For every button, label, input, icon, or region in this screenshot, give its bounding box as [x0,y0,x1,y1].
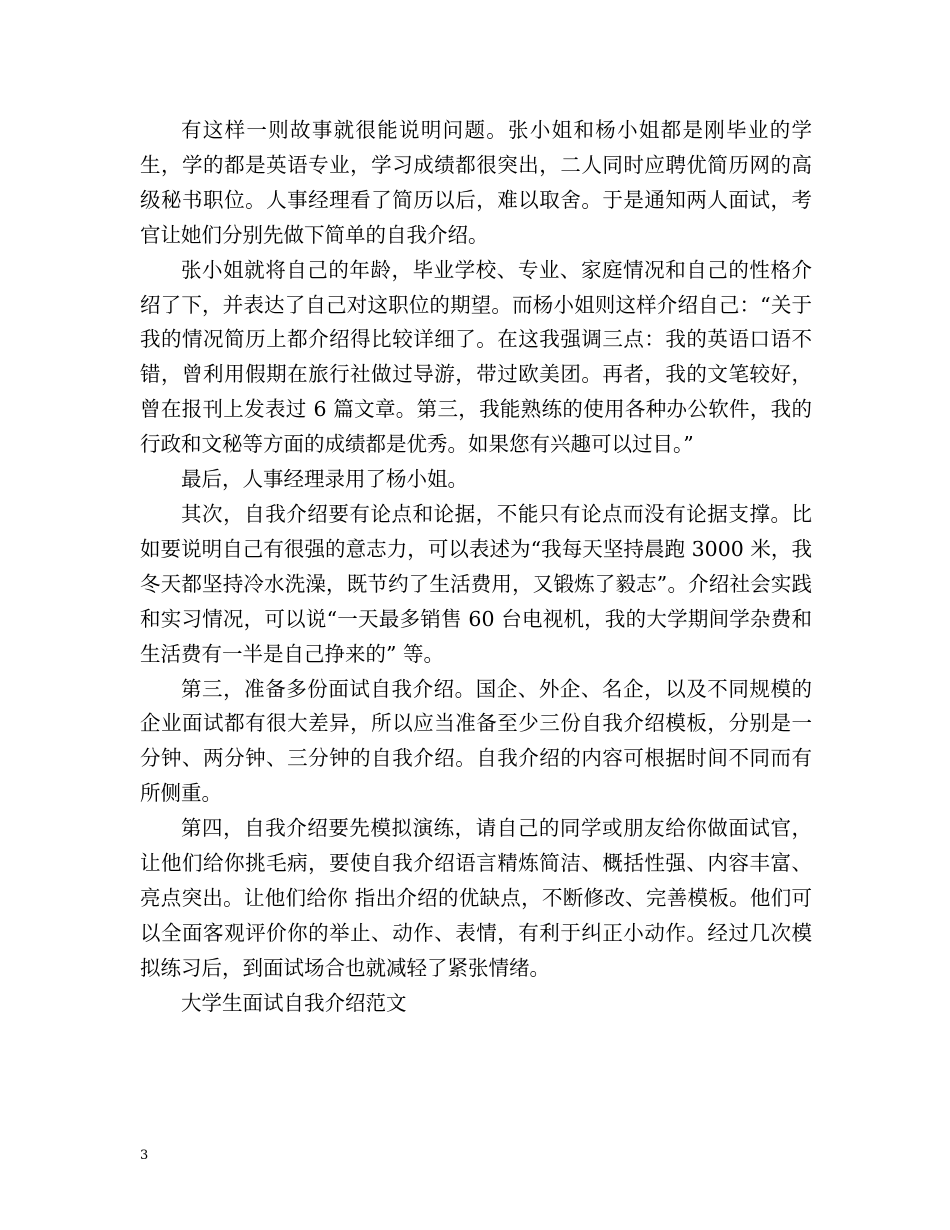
paragraph-multiple-versions: 第三，准备多份面试自我介绍。国企、外企、名企，以及不同规模的企业面试都有很大差异，所以应当准备至少三份自我介绍模板，分别是一分钟、两分钟、三分钟的自我介绍。自我介绍的内容可根据时间不同而有所侧重。 [140,676,812,806]
section-heading-sample: 大学生面试自我介绍范文 [181,990,407,1015]
paragraph-outcome: 最后，人事经理录用了杨小姐。 [181,467,468,492]
paragraph-arguments-evidence: 其次，自我介绍要有论点和论据，不能只有论点而没有论据支撑。比如要说明自己有很强的意志力，可以表述为“我每天坚持晨跑 3000 米，我冬天都坚持冷水洗澡，既节约了生活费用，又锻炼了毅志”。介绍社会实践和实习情况，可以说“一天最多销售 60 台电视机，我的大学期间学杂费和生活费有一半是自己挣来的” 等。 [140,501,812,666]
paragraph-story-intro: 有这样一则故事就很能说明问题。张小姐和杨小姐都是刚毕业的学生，学的都是英语专业，学习成绩都很突出，二人同时应聘优简历网的高级秘书职位。人事经理看了简历以后，难以取舍。于是通知两人面试，考官让她们分别先做下简单的自我介绍。 [140,118,812,247]
page-number: 3 [140,1148,149,1163]
body-text [140,113,812,1021]
paragraph-practice: 第四，自我介绍要先模拟演练，请自己的同学或朋友给你做面试官，让他们给你挑毛病，要使自我介绍语言精炼简洁、概括性强、内容丰富、亮点突出。让他们给你 指出介绍的优缺点，不断修改、完善模板。他们可以全面客观评价你的举止、动作、表情，有利于纠正小动作。经过几次模拟练习后，到面试场合也就减轻了紧张情绪。 [140,816,812,980]
paragraph-self-introductions: 张小姐就将自己的年龄，毕业学校、专业、家庭情况和自己的性格介绍了下，并表达了自己对这职位的期望。而杨小姐则这样介绍自己：“关于我的情况简历上都介绍得比较详细了。在这我强调三点：我的英语口语不错，曾利用假期在旅行社做过导游，带过欧美团。再者，我的文笔较好，曾在报刊上发表过 6 篇文章。第三，我能熟练的使用各种办公软件，我的行政和文秘等方面的成绩都是优秀。如果您有兴趣可以过目。” [140,257,812,457]
